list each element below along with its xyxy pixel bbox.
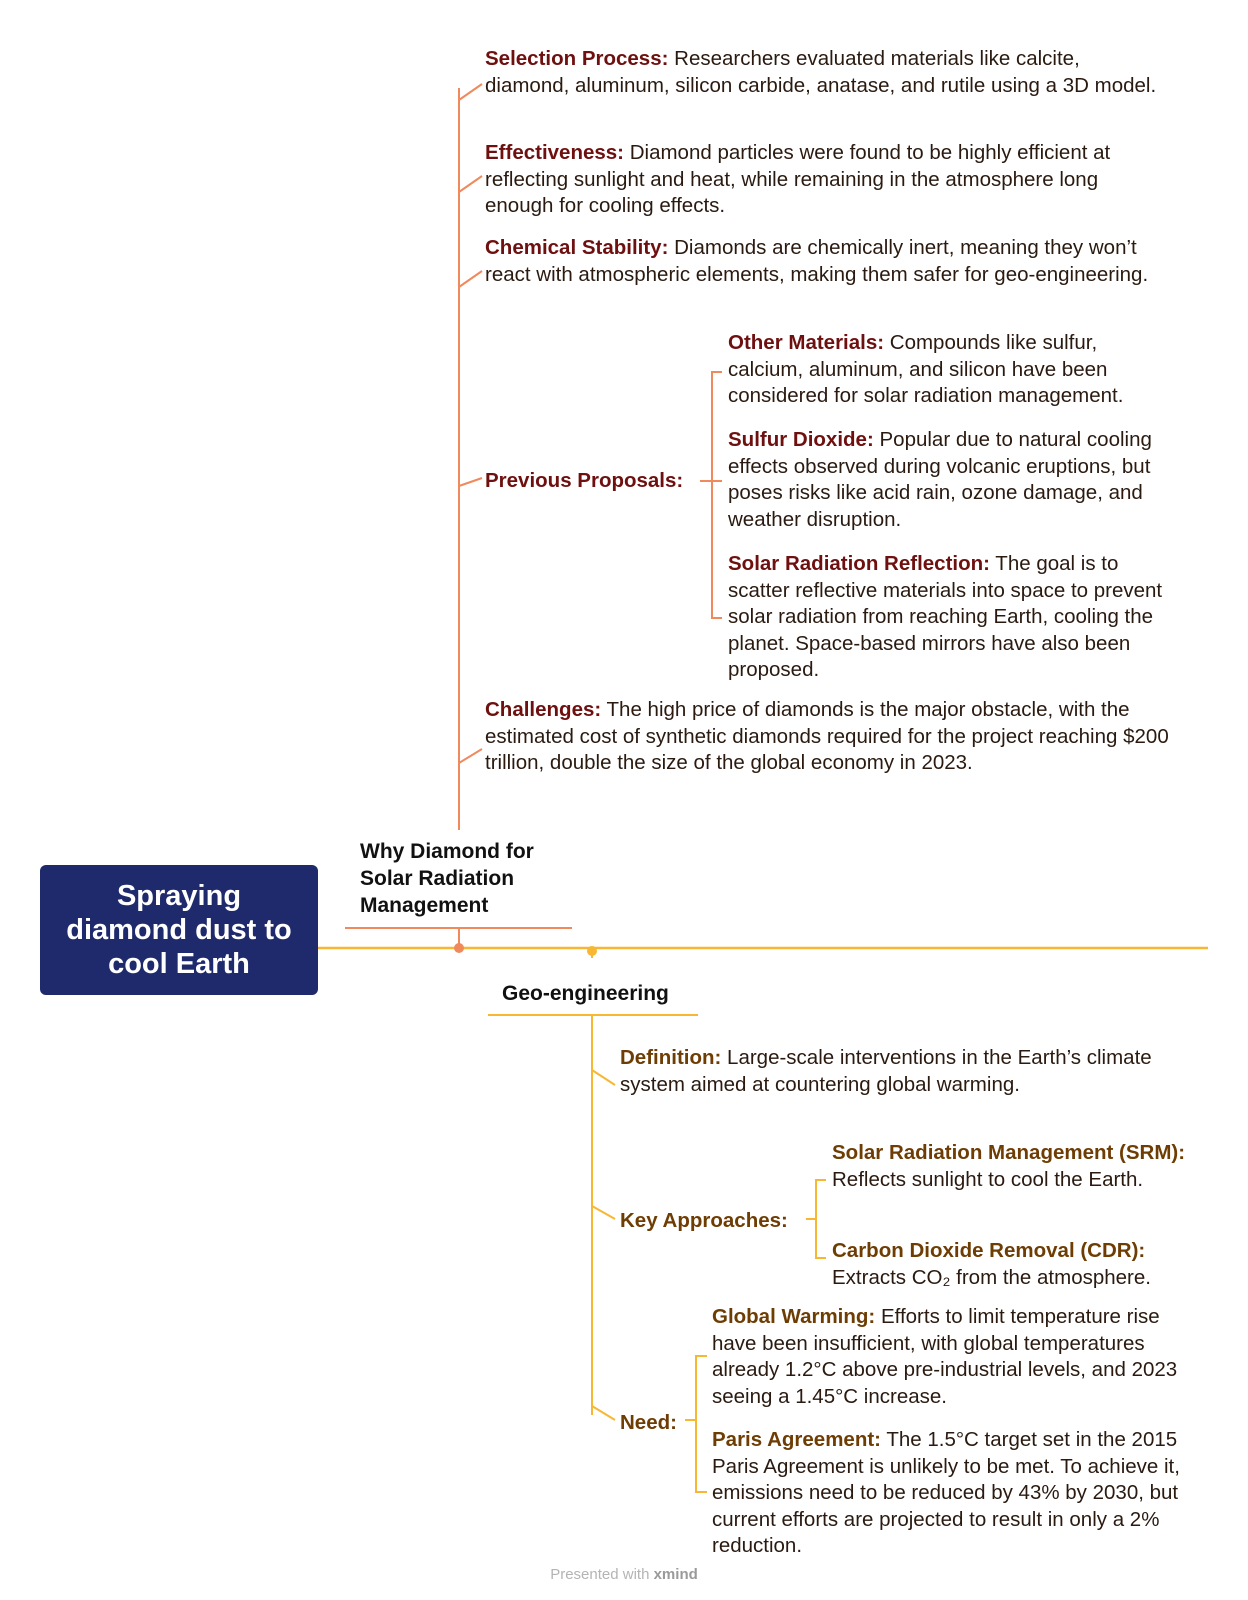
node-other-materials[interactable] xyxy=(728,330,1178,410)
node-definition[interactable] xyxy=(620,1045,1180,1098)
node-need[interactable] xyxy=(620,1410,690,1437)
node-text: Compounds like sulfur, calcium, aluminum, and silicon have been considered for solar radiation management. xyxy=(728,331,1124,407)
node-label: Other Materials: xyxy=(728,331,885,354)
node-key-approaches[interactable] xyxy=(620,1208,810,1235)
node-text: Extracts CO₂ from the atmosphere. xyxy=(832,1265,1151,1289)
node-label: Selection Process: xyxy=(485,47,669,70)
node-effectiveness[interactable] xyxy=(485,140,1145,220)
branch-why-diamond[interactable] xyxy=(360,838,580,919)
node-label: Solar Radiation Reflection: xyxy=(728,552,990,575)
branch-why-diamond-label: Why Diamond for Solar Radiation Management xyxy=(360,840,534,917)
node-label: Sulfur Dioxide: xyxy=(728,428,874,451)
node-text: Large-scale interventions in the Earth’s climate system aimed at countering global warming. xyxy=(620,1046,1152,1096)
node-text: Efforts to limit temperature rise have been insufficient, with global temperatures already 1.2°C above pre-industrial levels, and 2023 seeing a 1.45°C increase. xyxy=(712,1305,1178,1408)
node-label: Carbon Dioxide Removal (CDR): xyxy=(832,1239,1146,1262)
xmind-logo: xmind xyxy=(653,1566,698,1583)
node-label: Previous Proposals: xyxy=(485,469,684,492)
central-topic[interactable] xyxy=(40,865,318,995)
node-text: The goal is to scatter reflective materials into space to prevent solar radiation from reaching Earth, cooling the planet. Space-based mirrors have also been proposed. xyxy=(728,552,1163,681)
node-text: Diamond particles were found to be highly efficient at reflecting sunlight and heat, while remaining in the atmosphere long enough for cooling effects. xyxy=(485,141,1111,217)
node-text: The high price of diamonds is the major obstacle, with the estimated cost of synthetic diamonds required for the project reaching $200 trillion, double the size of the global economy in 2023. xyxy=(485,698,1169,774)
node-label: Global Warming: xyxy=(712,1305,876,1328)
node-sulfur-dioxide[interactable] xyxy=(728,427,1168,533)
node-text: The 1.5°C target set in the 2015 Paris Agreement is unlikely to be met. To achieve it, emissions need to be reduced by 43% by 2030, but current efforts are projected to result in only a 2% reduction. xyxy=(712,1428,1180,1557)
node-label: Definition: xyxy=(620,1046,722,1069)
node-label: Key Approaches: xyxy=(620,1209,788,1232)
node-text: Reflects sunlight to cool the Earth. xyxy=(832,1167,1144,1191)
node-label: Solar Radiation Management (SRM): xyxy=(832,1141,1186,1164)
node-label: Challenges: xyxy=(485,698,602,721)
node-text: Popular due to natural cooling effects observed during volcanic eruptions, but poses risks like acid rain, ozone damage, and weather disruption. xyxy=(728,428,1152,531)
node-selection-process[interactable] xyxy=(485,46,1165,99)
node-previous-proposals[interactable] xyxy=(485,468,700,495)
node-label: Effectiveness: xyxy=(485,141,625,164)
central-topic-label: Spraying diamond dust to cool Earth xyxy=(66,880,292,980)
node-label: Need: xyxy=(620,1411,677,1434)
presented-with-footer xyxy=(0,1566,1248,1583)
footer-prefix: Presented with xyxy=(550,1566,654,1583)
branch-geo-engineering-label: Geo-engineering xyxy=(502,982,669,1005)
node-label: Chemical Stability: xyxy=(485,236,669,259)
geo-junction-dot xyxy=(587,946,597,956)
node-paris-agreement[interactable] xyxy=(712,1427,1212,1560)
node-chemical-stability[interactable] xyxy=(485,235,1170,288)
node-srm[interactable] xyxy=(832,1140,1212,1193)
node-text: Researchers evaluated materials like calcite, diamond, aluminum, silicon carbide, anatase, and rutile using a 3D model. xyxy=(485,47,1157,97)
why-junction-dot xyxy=(454,943,464,953)
node-label: Paris Agreement: xyxy=(712,1428,881,1451)
node-text: Diamonds are chemically inert, meaning they won’t react with atmospheric elements, making them safer for geo-engineering. xyxy=(485,236,1149,286)
node-global-warming[interactable] xyxy=(712,1304,1207,1410)
node-cdr[interactable] xyxy=(832,1238,1212,1291)
branch-geo-engineering[interactable] xyxy=(502,980,669,1007)
node-solar-radiation-reflection[interactable] xyxy=(728,551,1178,684)
node-challenges[interactable] xyxy=(485,697,1175,777)
